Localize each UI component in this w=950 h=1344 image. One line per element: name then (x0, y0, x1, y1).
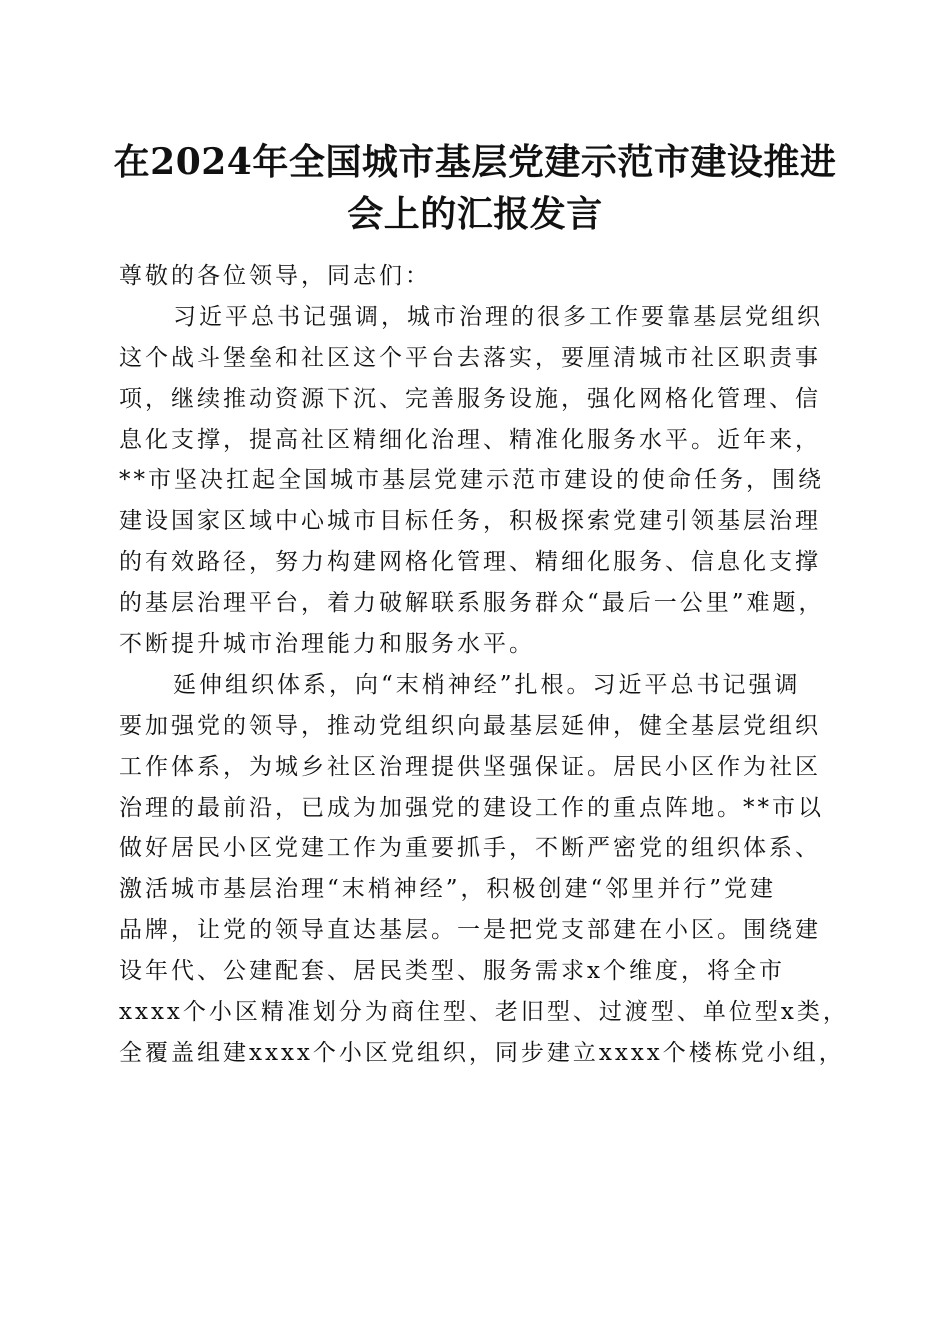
document-title (100, 136, 850, 240)
paragraph-line: 习近平总书记强调，城市治理的很多工作要靠基层党组织 (173, 303, 823, 330)
paragraph-line: 不断提升城市治理能力和服务水平。 (119, 631, 535, 658)
paragraph-line: 的有效路径，努力构建网格化管理、精细化服务、信息化支撑 (119, 549, 821, 576)
paragraph-line: 这个战斗堡垒和社区这个平台去落实，要厘清城市社区职责事 (119, 344, 821, 371)
paragraph-line: 设年代、公建配套、居民类型、服务需求x个维度，将全市 (119, 958, 785, 985)
paragraph-line: 建设国家区域中心城市目标任务，积极探索党建引领基层治理 (119, 508, 821, 535)
paragraph-line: **市坚决扛起全国城市基层党建示范市建设的使命任务，围绕 (119, 467, 824, 494)
paragraph-line: 延伸组织体系，向“末梢神经”扎根。习近平总书记强调 (173, 671, 801, 698)
paragraph-line: 工作体系，为城乡社区治理提供坚强保证。居民小区作为社区 (119, 753, 821, 780)
paragraph-line: 项，继续推动资源下沉、完善服务设施，强化网格化管理、信 (119, 385, 821, 412)
paragraph-line: 治理的最前沿，已成为加强党的建设工作的重点阵地。**市以 (119, 794, 824, 821)
paragraph-line: 要加强党的领导，推动党组织向最基层延伸，健全基层党组织 (119, 712, 821, 739)
paragraph-1 (119, 297, 839, 665)
paragraph-2 (119, 665, 849, 1074)
paragraph-line: 息化支撑，提高社区精细化治理、精准化服务水平。近年来， (119, 426, 821, 453)
paragraph-line: 品牌，让党的领导直达基层。一是把党支部建在小区。围绕建 (119, 917, 821, 944)
paragraph-line: 激活城市基层治理“末梢神经”，积极创建“邻里并行”党建 (119, 876, 777, 903)
title-line-2: 会上的汇报发言 (347, 193, 603, 235)
document-body (119, 256, 849, 1074)
title-line-1: 在2024年全国城市基层党建示范市建设推进 (113, 141, 837, 183)
paragraph-line: xxxx个小区精准划分为商住型、老旧型、过渡型、单位型x类， (119, 999, 849, 1026)
paragraph-line: 全覆盖组建xxxx个小区党组织，同步建立xxxx个楼栋党小组， (119, 1039, 845, 1066)
salutation: 尊敬的各位领导，同志们： (119, 263, 431, 289)
paragraph-line: 的基层治理平台，着力破解联系服务群众“最后一公里”难题， (119, 590, 825, 617)
paragraph-line: 做好居民小区党建工作为重要抓手，不断严密党的组织体系、 (119, 835, 821, 862)
